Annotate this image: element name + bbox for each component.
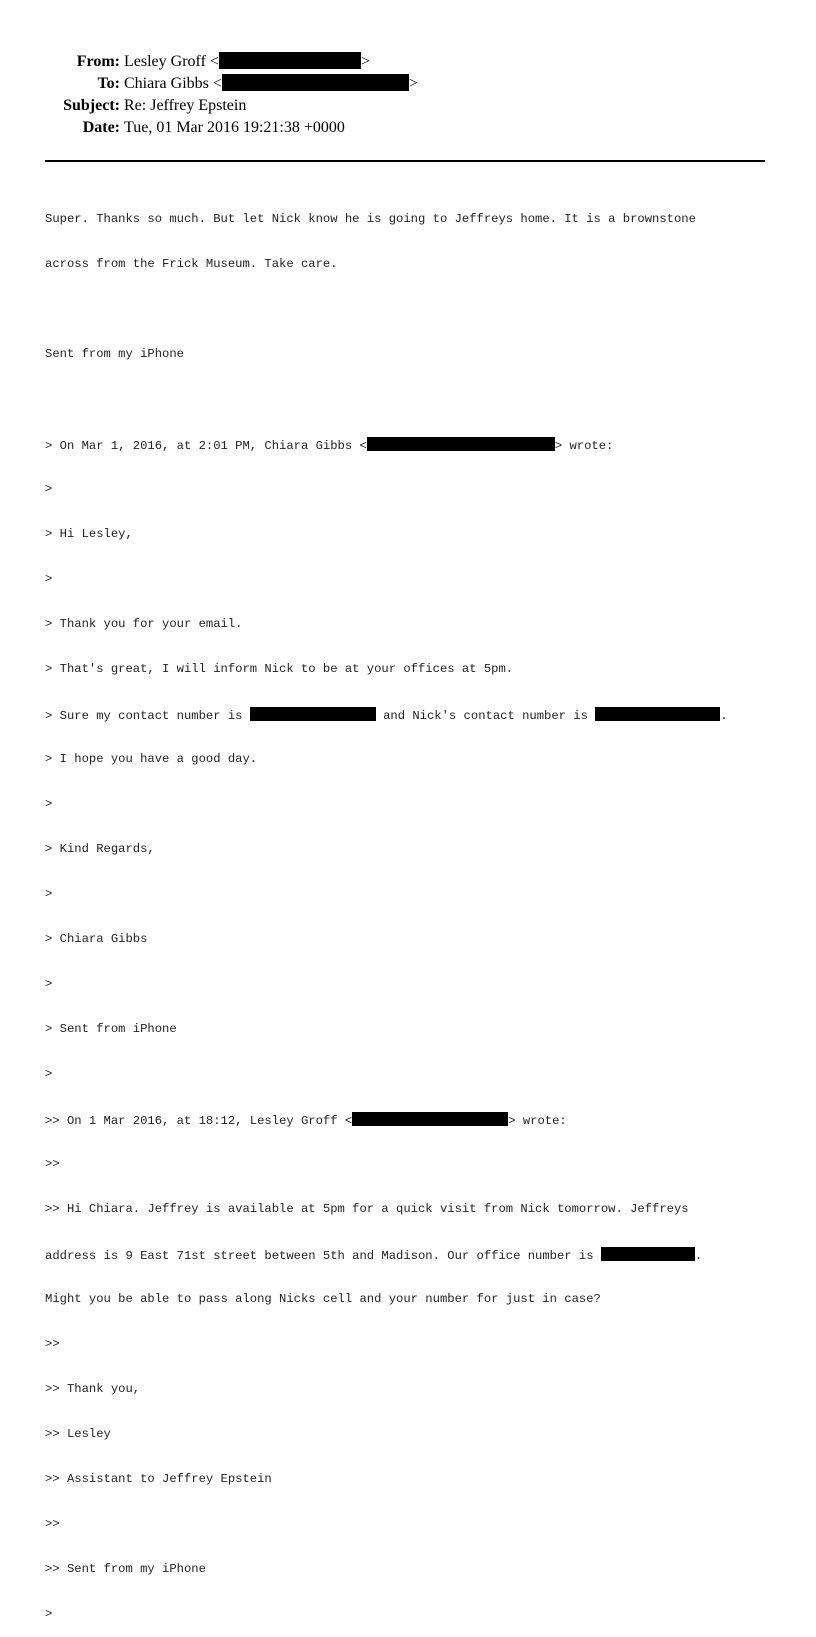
body-line: >>	[45, 1337, 60, 1351]
body-line: Super. Thanks so much. But let Nick know he is going to Jeffreys home. It is a brownstone	[45, 212, 696, 226]
body-line	[45, 1247, 775, 1262]
body-line: >	[45, 797, 53, 811]
contact-text: > Sure my contact number is	[45, 709, 250, 723]
subject-label: Subject:	[63, 97, 120, 114]
body-line: >	[45, 977, 53, 991]
body-line: across from the Frick Museum. Take care.	[45, 257, 338, 271]
redaction-box	[601, 1247, 695, 1261]
quote-intro-end: > wrote:	[554, 439, 614, 453]
body-line	[45, 1112, 775, 1127]
quote-intro: > On Mar 1, 2016, at 2:01 PM, Chiara Gibbs <	[45, 439, 367, 453]
body-line: >> Assistant to Jeffrey Epstein	[45, 1472, 272, 1486]
address-text-end: .	[694, 1249, 703, 1263]
to-close: >	[408, 75, 418, 92]
header-divider	[45, 160, 765, 162]
quote-intro-end: > wrote:	[508, 1114, 567, 1128]
body-line: > Thank you for your email.	[45, 617, 243, 631]
to-value	[124, 73, 418, 95]
body-line: > Hi Lesley,	[45, 527, 133, 541]
body-line: >> Sent from my iPhone	[45, 1562, 206, 1576]
redaction-box	[595, 707, 720, 721]
email-header	[0, 51, 816, 139]
body-line: > That's great, I will inform Nick to be at your offices at 5pm.	[45, 662, 514, 676]
body-line	[45, 707, 775, 722]
body-line: > Sent from iPhone	[45, 1022, 177, 1036]
date-row	[0, 117, 816, 139]
to-name: Chiara Gibbs <	[124, 75, 222, 92]
body-line: >> Thank you,	[45, 1382, 141, 1396]
email-body	[45, 182, 775, 1637]
subject-value: Re: Jeffrey Epstein	[124, 97, 247, 114]
quote-intro: >> On 1 Mar 2016, at 18:12, Lesley Groff <	[45, 1114, 353, 1128]
redaction-box	[219, 52, 361, 69]
body-line: > I hope you have a good day.	[45, 752, 258, 766]
redaction-box	[222, 74, 409, 91]
from-close: >	[360, 53, 370, 70]
body-line: Might you be able to pass along Nicks cell and your number for just in case?	[45, 1292, 601, 1306]
date-value: Tue, 01 Mar 2016 19:21:38 +0000	[124, 119, 345, 136]
body-line: Sent from my iPhone	[45, 347, 184, 361]
body-line: >>	[45, 1157, 60, 1171]
from-label: From:	[76, 53, 120, 70]
body-line: >	[45, 482, 53, 496]
body-line	[45, 437, 775, 452]
contact-text-mid: and Nick's contact number is	[375, 709, 596, 723]
body-line: >> Hi Chiara. Jeffrey is available at 5pm for a quick visit from Nick tomorrow. Jeffreys	[45, 1202, 689, 1216]
contact-text-end: .	[720, 709, 728, 723]
body-line: >>	[45, 1517, 60, 1531]
redaction-box	[250, 707, 376, 721]
body-line: > Kind Regards,	[45, 842, 155, 856]
body-line: >	[45, 1067, 53, 1081]
body-line	[45, 392, 775, 407]
from-name: Lesley Groff <	[124, 53, 219, 70]
redaction-box	[367, 437, 555, 451]
body-line: >> Lesley	[45, 1427, 111, 1441]
subject-row	[0, 95, 816, 117]
to-row	[0, 73, 816, 95]
from-value	[124, 51, 370, 73]
body-line: >	[45, 887, 53, 901]
address-text: address is 9 East 71st street between 5th and Madison. Our office number is	[45, 1249, 601, 1263]
redaction-box	[352, 1112, 508, 1126]
to-label: To:	[97, 75, 120, 92]
from-row	[0, 51, 816, 73]
date-label: Date:	[82, 119, 120, 136]
body-line: >	[45, 572, 53, 586]
body-line: > Chiara Gibbs	[45, 932, 148, 946]
body-line: >	[45, 1607, 53, 1621]
body-line	[45, 302, 775, 317]
